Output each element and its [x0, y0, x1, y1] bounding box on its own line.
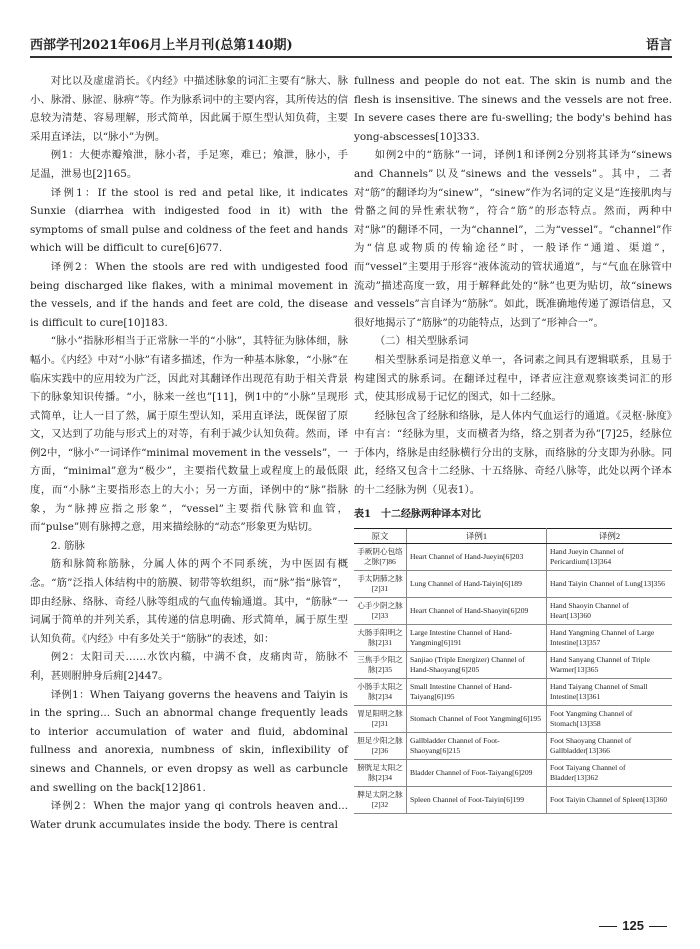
paragraph: 译例1：If the stool is red and petal like, it indicates Sunxie (diarrhea with indigested food in it) with the symptoms of small pulse and coldness of the feet and hands which will be difficult to cure[6]677.: [30, 186, 348, 255]
page-number-footer: [594, 918, 672, 933]
table-cell: Hand Shaoyin Channel of Heart[13]360: [547, 598, 672, 625]
table-cell: Lung Channel of Hand-Taiyin[6]189: [407, 571, 547, 598]
table-cell: 手太阴肺之脉[2]31: [354, 571, 407, 598]
right-column: [354, 72, 672, 814]
page-header: [30, 28, 672, 58]
paragraph: 经脉包含了经脉和络脉，是人体内气血运行的通道。《灵枢·脉度》中有言：“经脉为里，支而横者为络，络之别者为孙”[7]25，经脉位于体内，络脉是由经脉横行分出的支脉，而络脉的分支即为孙脉。同此，经络又包含十二经脉、十五络脉、奇经八脉等，此处以两个译本的十二经脉为例（见表1）。: [354, 409, 672, 497]
table-cell: Gallbladder Channel of Foot-Shaoyang[6]215: [407, 733, 547, 760]
paragraph: 筋和脉简称筋脉，分属人体的两个不同系统，为中医固有概念。“筋”泛指人体结构中的筋膜、韧带等软组织，而“脉”指“脉管”，即由经脉、络脉、奇经八脉等组成的气血传输通道。其中，“筋脉”一词属于简单的并列关系，其传递的信息明确、形式简单，属于原生型认知负荷。《内经》中有多处关于“筋脉”的表述，如：: [30, 558, 348, 645]
table-cell: Hand Taiyin Channel of Lung[13]356: [547, 571, 672, 598]
table-cell: Large Intestine Channel of Hand-Yangming[6]191: [407, 625, 547, 652]
table-cell: Hand Yangming Channel of Large Intestine[13]357: [547, 625, 672, 652]
table-cell: Heart Channel of Hand-Shaoyin[6]209: [407, 598, 547, 625]
table-cell: 手厥阴心包络之脉[7]86: [354, 544, 407, 571]
paragraph: 译例2：When the stools are red with undigested food being discharged like flakes, with a minimal movement in the vessels, and if the hands and feet are cold, the disease is difficult to cure[10]183.: [30, 260, 348, 329]
table-cell: Spleen Channel of Foot-Taiyin[6]199: [407, 787, 547, 814]
section-heading: 2. 筋脉: [50, 539, 85, 552]
table-row: [354, 787, 672, 814]
table-cell: 脾足太阴之脉[2]32: [354, 787, 407, 814]
paragraph: 例1：大便赤瓣飧泄，脉小者，手足寒，难已；飧泄，脉小，手足温，泄易也[2]165。: [30, 149, 348, 180]
table-cell: Hand Sanyang Channel of Triple Warmer[13]365: [547, 652, 672, 679]
table-cell: Stomach Channel of Foot Yangming[6]195: [407, 706, 547, 733]
table-cell: Hand Jueyin Channel of Pericardium[13]364: [547, 544, 672, 571]
table-cell: 胆足少阳之脉[2]36: [354, 733, 407, 760]
paragraph: 译例2：When the major yang qi controls heaven and... Water drunk accumulates inside the body. There is central: [30, 800, 348, 831]
paragraph: 例2：太阳司天……水饮内稿，中满不食，皮痛肉苛，筋脉不利，甚则胕肿身后痈[2]447。: [30, 651, 348, 682]
page-number: 125: [622, 918, 644, 933]
table-header-cell: 译例2: [547, 529, 672, 544]
table-row: [354, 679, 672, 706]
table-row: [354, 625, 672, 652]
table-cell: Foot Shaoyang Channel of Gallbladder[13]366: [547, 733, 672, 760]
paragraph: 对比以及虚虚消长。《内经》中描述脉象的词汇主要有“脉大、脉小、脉滑、脉涩、脉痹”等。作为脉系词中的主要内容，其所传达的信息较为清楚、容易理解，形式简单，因此属于原生型认知负荷，主要采用直译法，以“脉小”为例。: [30, 75, 348, 143]
table-row: [354, 544, 672, 571]
right-column-text: [354, 72, 672, 500]
table-row: [354, 571, 672, 598]
table-row: [354, 598, 672, 625]
paragraph: 如例2中的“筋脉”一词，译例1和译例2分别将其译为“sinews and Channels”以及“sinews and the vessels”。其中，二者对“筋”的翻译均为“sinew”，“sinew”作为名词的定义是“连接肌肉与骨骼之间的异性索状物”，符合“筋”的形态特点。然而，两种中对“脉”的翻译不同，一为“channel”，二为“vessel”。“channel”作为“信息或物质的传输途径”时，一般译作“通道、渠道”，而“vessel”主要用于形容“液体流动的管状通道”，与“气血在脉管中流动”描述高度一致，用于解释此处的“脉”也更为贴切，故“sinews and vessels”言自译为“筋脉”。如此，既准确地传递了源语信息，又很好地揭示了“筋脉”的功能特点，达到了“形神合一”。: [354, 149, 672, 329]
table-cell: Foot Yangming Channel of Stomach[13]358: [547, 706, 672, 733]
left-column: [30, 72, 348, 834]
paragraph: fullness and people do not eat. The skin is numb and the flesh is insensitive. The sinews and the vessels are not free. In severe cases there are fu-swelling; the body's behind has yong-abscesses[10]333.: [354, 75, 672, 143]
table-cell: Foot Taiyin Channel of Spleen[13]360: [547, 787, 672, 814]
table-header-row: [354, 529, 672, 544]
paragraph: 译例1：When Taiyang governs the heavens and Taiyin is in the spring... Such an abnormal change frequently leads to interior accumulation of water and fluid, abdominal fullness and anorexia, numbness of skin, inflexibility of sinews and Channels, or even dropsy as well as carbuncle and swelling on the back[12]861.: [30, 688, 348, 794]
journal-title: 西部学刊2021年06月上半月刊(总第140期): [30, 38, 293, 53]
paragraph: 相关型脉系词是指意义单一，各词素之间具有逻辑联系，且易于构建图式的脉系词。在翻译过程中，译者应注意观察该类词汇的形式，使其形成易于记忆的图式，如十二经脉。: [354, 353, 672, 404]
table-cell: 小肠手太阳之脉[2]34: [354, 679, 407, 706]
table-row: [354, 652, 672, 679]
table-caption: 表1 十二经脉两种译本对比: [354, 508, 481, 520]
table-cell: Foot Taiyang Channel of Bladder[13]362: [547, 760, 672, 787]
table-cell: Sanjiao (Triple Energizer) Channel of Hand-Shaoyang[6]205: [407, 652, 547, 679]
table-cell: 大肠手阳明之脉[2]31: [354, 625, 407, 652]
table-row: [354, 733, 672, 760]
footer-dash: [649, 926, 667, 927]
table-cell: 三焦手少阳之脉[2]35: [354, 652, 407, 679]
table-cell: Hand Taiyang Channel of Small Intestine[13]361: [547, 679, 672, 706]
meridian-table: [354, 528, 672, 814]
table-body: [354, 544, 672, 814]
paragraph: “脉小”指脉形相当于正常脉一半的“小脉”，其特征为脉体细，脉幅小。《内经》中对“小脉”有诸多描述，作为一种基本脉象，“小脉”在临床实践中的应用较为广泛，因此对其翻译作出现范有助于相关背景下的脉象知识传播。“小，脉来一丝也”[11]，例1中的“小脉”呈现形式简单，让人一目了然，属于原生型认知，采用直译法，既保留了原文，又达到了功能与形式上的对等，有利于减少认知负荷。然而，译例2中，“脉小”一词译作“minimal movement in the vessels”，一方面，“minimal”意为“极少”，主要指代数量上或程度上的最低限度，而“小脉”主要指形态上的大小；另一方面，译例中的“脉”指脉象，为“脉搏应指之形象”，“vessel”主要指代脉管和血管，而“pulse”则有脉搏之意，用来描绘脉的“动态”形象更为贴切。: [30, 335, 348, 534]
footer-dash: [599, 926, 617, 927]
table-header-cell: 译例1: [407, 529, 547, 544]
section-heading: （二）相关型脉系词: [374, 335, 469, 348]
section-title: 语言: [645, 38, 672, 53]
table-cell: 膀胱足太阳之脉[2]34: [354, 760, 407, 787]
table-header-cell: 原文: [354, 529, 407, 544]
table-cell: 心手少阴之脉[2]33: [354, 598, 407, 625]
table-cell: Heart Channel of Hand-Jueyin[6]203: [407, 544, 547, 571]
table-row: [354, 760, 672, 787]
table-row: [354, 706, 672, 733]
table-cell: 胃足阳明之脉[2]31: [354, 706, 407, 733]
table-cell: Small Intestine Channel of Hand-Taiyang[6]195: [407, 679, 547, 706]
table-cell: Bladder Channel of Foot-Taiyang[6]209: [407, 760, 547, 787]
